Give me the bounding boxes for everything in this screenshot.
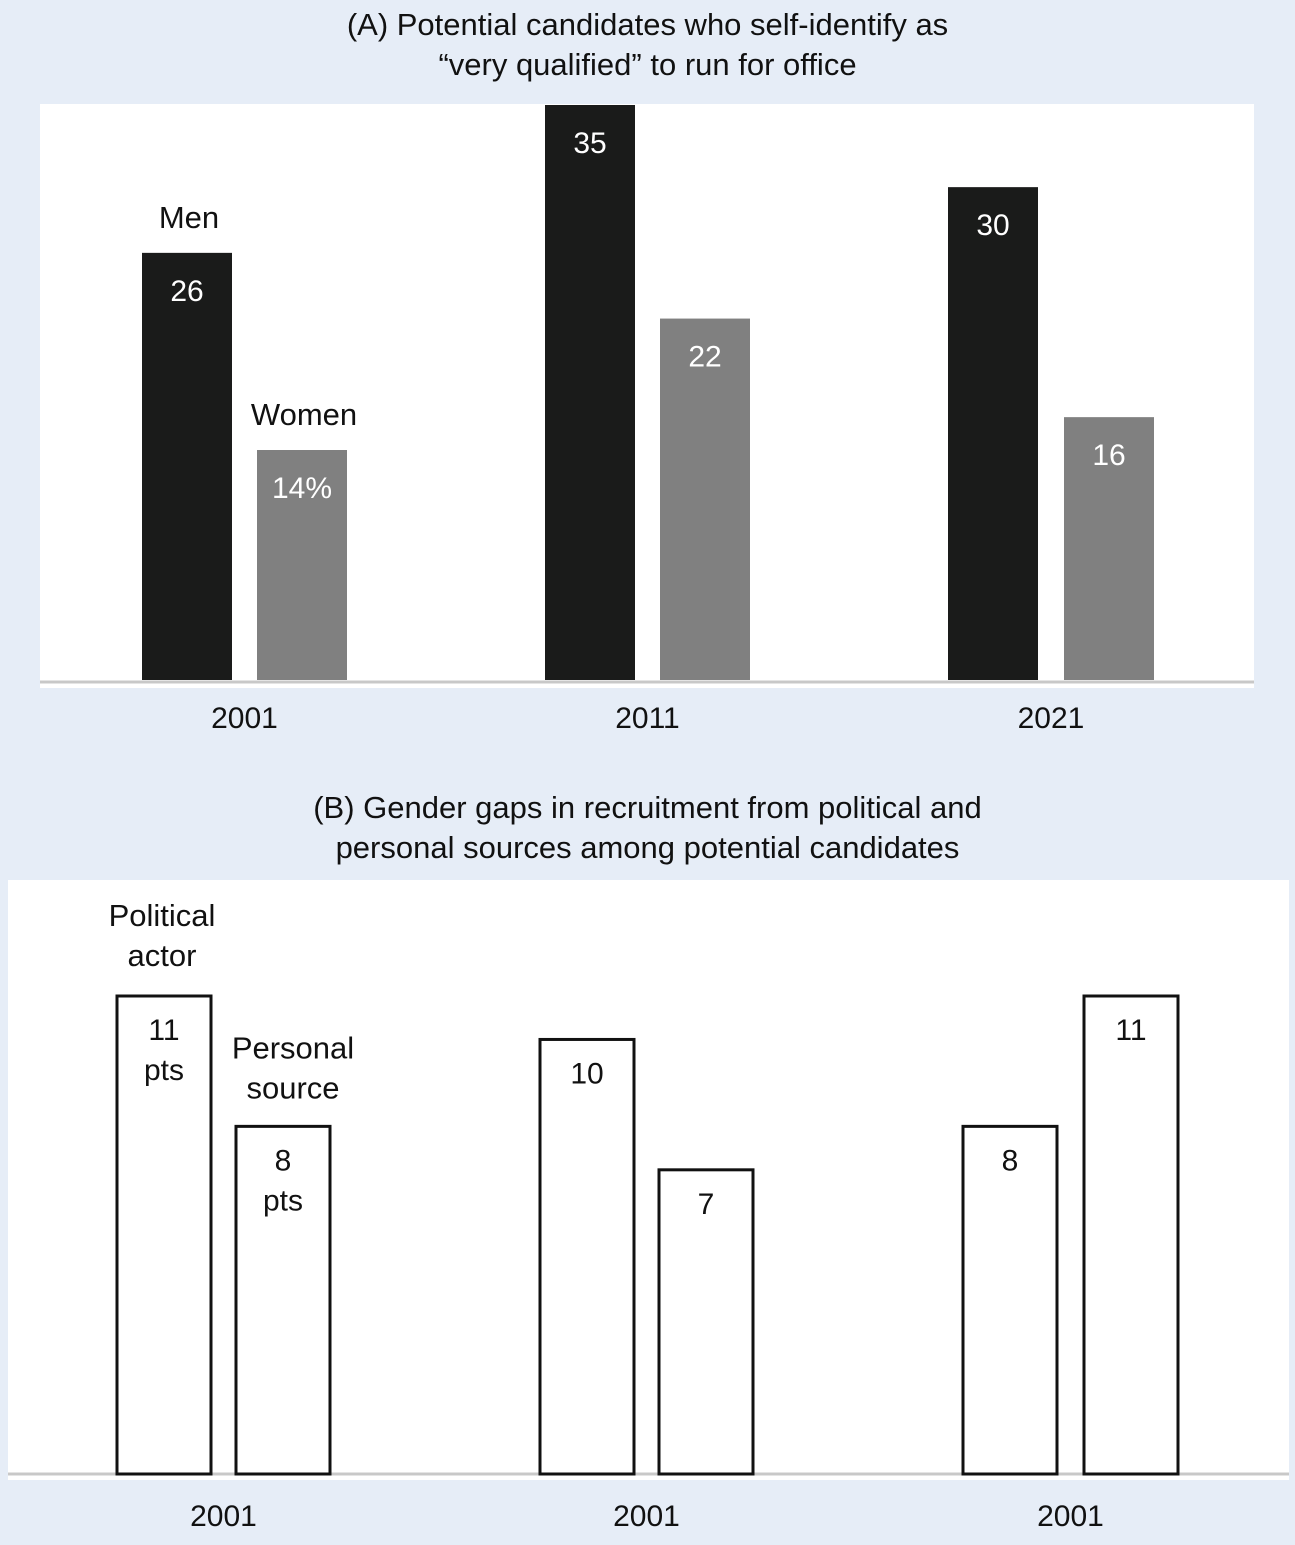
data-label-political-actor-1: 11 pts	[143, 1014, 185, 1087]
series-label-political-actor: Political actor	[108, 898, 216, 973]
chart-b-x-tick-label: 2001	[1037, 1500, 1104, 1533]
chart-b-x-tick-label: 2001	[190, 1500, 257, 1533]
chart-a-svg	[40, 104, 1254, 688]
chart-a-title: (A) Potential candidates who self-identify as “very qualified” to run for office	[346, 7, 949, 82]
bar-political-actor-3	[963, 1126, 1057, 1474]
data-label-personal-source-3: 11	[1115, 1014, 1147, 1047]
data-label-political-actor-2: 10	[570, 1057, 604, 1091]
data-label-men-2021: 30	[976, 209, 1010, 243]
series-label-men: Men	[158, 199, 220, 235]
bar-men-2011	[545, 105, 635, 680]
data-label-men-2011: 35	[573, 127, 607, 160]
bar-men-2001	[142, 253, 232, 680]
chart-a-x-tick-label: 2021	[1017, 702, 1085, 735]
data-label-political-actor-3: 8	[1001, 1144, 1019, 1178]
bar-personal-source-1	[236, 1126, 330, 1474]
data-label-women-2011: 22	[688, 340, 722, 374]
series-label-women: Women	[250, 397, 358, 432]
data-label-women-2021: 16	[1092, 439, 1126, 473]
chart-b-x-tick-label: 2001	[613, 1500, 680, 1533]
chart-a-x-tick-label: 2001	[211, 702, 278, 735]
chart-a-x-tick-label: 2011	[615, 702, 680, 735]
chart-b-title: (B) Gender gaps in recruitment from political and personal sources among potential candidates	[313, 790, 982, 865]
chart-b-plot-area	[8, 880, 1289, 1480]
series-label-personal-source: Personal source	[231, 1030, 355, 1106]
bar-personal-source-3	[1084, 996, 1178, 1474]
data-label-personal-source-1: 8 pts	[262, 1144, 304, 1218]
chart-a-plot-area	[40, 104, 1254, 688]
data-label-personal-source-2: 7	[697, 1187, 715, 1221]
chart-b-svg	[8, 880, 1289, 1480]
data-label-women-2001: 14%	[271, 472, 333, 505]
data-label-men-2001: 26	[170, 274, 204, 308]
bar-political-actor-2	[540, 1039, 634, 1474]
bar-men-2021	[948, 187, 1038, 680]
